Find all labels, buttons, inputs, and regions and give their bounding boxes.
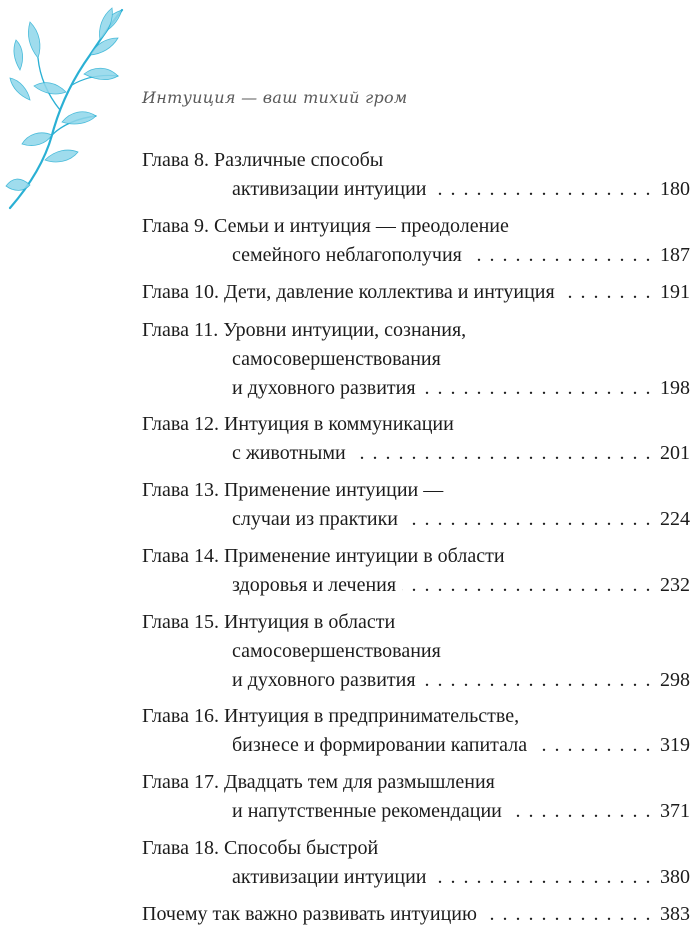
toc-title-line: Семьи и интуиция — преодоление [213,215,509,237]
toc-entry-chapter-13[interactable] [142,476,690,534]
toc-page-number: 180 [660,178,690,200]
dot-leader [422,374,652,394]
toc-chapter-label: Глава 9. [142,215,209,237]
toc-title-line: самосовершенствования [232,640,441,662]
leaf-branch-illustration [0,0,160,220]
toc-entry-chapter-16[interactable] [142,702,690,760]
toc-page-number: 383 [660,903,690,925]
toc-title-line: и духовного развития [232,669,416,691]
toc-title-line: Интуиция в области [223,611,396,633]
toc-page-number: 191 [660,281,690,303]
dot-leader [508,797,652,817]
toc-entry-chapter-12[interactable] [142,410,690,468]
toc-page-number: 187 [660,244,690,266]
toc-page-number: 232 [660,574,690,596]
dot-leader [561,278,652,298]
toc-title-line: Интуиция в коммуникации [223,413,454,435]
toc-title-line: Различные способы [213,149,384,171]
toc-chapter-label: Глава 17. [142,771,219,793]
toc-chapter-label: Глава 14. [142,545,219,567]
toc-chapter-label: Глава 8. [142,149,209,171]
toc-title-line: Применение интуиции — [223,479,444,501]
toc-title-line: и духовного развития [232,377,416,399]
toc-entry-chapter-9[interactable] [142,212,690,270]
toc-page-number: 298 [660,669,690,691]
dot-leader [533,731,652,751]
toc-title-line: семейного неблагополучия [232,244,462,266]
toc-title-line: активизации интуиции [232,178,427,200]
dot-leader [422,666,652,686]
toc-page-number: 319 [660,734,690,756]
toc-title-line: бизнесе и формировании капитала [232,734,528,756]
toc-title-line: Уровни интуиции, сознания, [223,319,467,341]
toc-chapter-label: Глава 10. [142,281,219,303]
dot-leader [433,863,652,883]
toc-title-line: Дети, давление коллектива и интуиция [223,281,555,303]
toc-chapter-label: Глава 16. [142,705,219,727]
toc-title-line: случаи из практики [232,508,398,530]
dot-leader [352,439,652,459]
toc-entry-chapter-18[interactable] [142,834,690,892]
dot-leader [433,175,652,195]
dot-leader [402,571,652,591]
toc-entry-chapter-10[interactable] [142,278,690,307]
toc-chapter-label: Глава 12. [142,413,219,435]
toc-title-line: самосовершенствования [232,348,441,370]
toc-entry-chapter-14[interactable] [142,542,690,600]
toc-chapter-label: Глава 13. [142,479,219,501]
toc-page-number: 201 [660,442,690,464]
toc-chapter-label: Глава 11. [142,319,219,341]
toc-title-line: Применение интуиции в области [223,545,505,567]
dot-leader [468,241,652,261]
toc-title-line: Двадцать тем для размышления [223,771,495,793]
toc-title-line: здоровья и лечения [232,574,397,596]
running-head: Интуиция — ваш тихий гром [142,88,408,107]
toc-title-line: Почему так важно развивать интуицию [142,903,477,925]
toc-page-number: 380 [660,866,690,888]
toc-entry-chapter-17[interactable] [142,768,690,826]
toc-page-number: 224 [660,508,690,530]
toc-title-line: Способы быстрой [223,837,379,859]
toc-entry-chapter-15[interactable] [142,608,690,695]
toc-title-line: активизации интуиции [232,866,427,888]
toc-entry-chapter-11[interactable] [142,316,690,403]
toc-title-line: и напутственные рекомендации [232,800,502,822]
toc-chapter-label: Глава 15. [142,611,219,633]
toc-chapter-label: Глава 18. [142,837,219,859]
toc-page-number: 198 [660,377,690,399]
toc-entry-chapter-8[interactable] [142,146,690,204]
toc-title-line: Интуиция в предпринимательстве, [223,705,520,727]
toc-entry-why-develop-intuition[interactable] [142,900,690,929]
toc-title-line: с животными [232,442,346,464]
dot-leader [483,900,652,920]
dot-leader [404,505,652,525]
toc-page-number: 371 [660,800,690,822]
